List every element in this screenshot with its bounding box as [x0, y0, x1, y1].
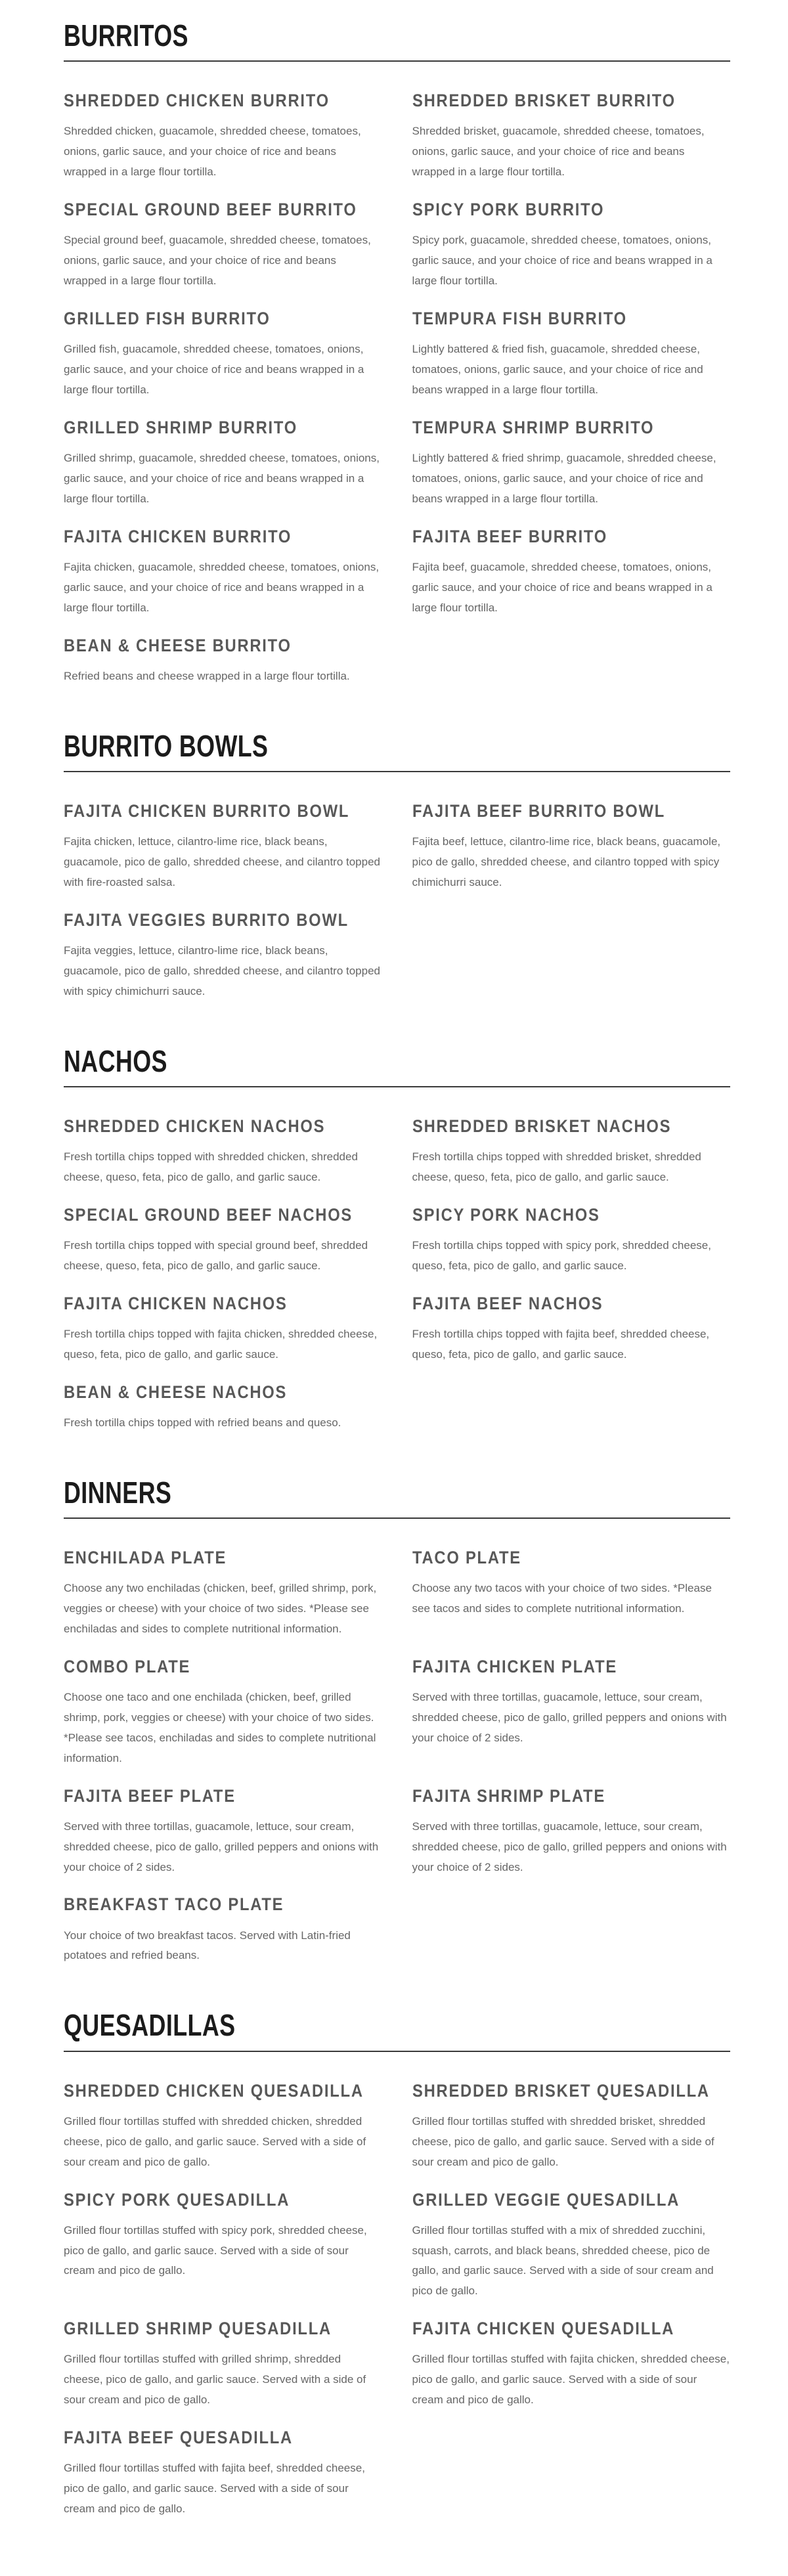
menu-item: [64, 91, 382, 200]
menu-section: [64, 1045, 730, 1451]
menu-item-name: FAJITA CHICKEN NACHOS: [64, 1293, 288, 1313]
menu-item: [64, 636, 382, 704]
section-divider: [64, 1086, 730, 1087]
menu-item-description: Lightly battered & fried fish, guacamole, shredded cheese, tomatoes, onions, garlic sauce, and your choice of rice and beans wrapped in a large flour tortilla.: [412, 343, 703, 396]
menu-item-description: Fajita beef, lettuce, cilantro-lime rice, black beans, guacamole, pico de gallo, shredded cheese, and cilantro topped with spicy chimichurri sauce.: [412, 835, 721, 888]
menu-item-name: TEMPURA SHRIMP BURRITO: [412, 417, 654, 437]
menu-item: [412, 200, 731, 309]
menu-item-description: Lightly battered & fried shrimp, guacamole, shredded cheese, tomatoes, onions, garlic sauce, and your choice of rice and beans wrapped in a large flour tortilla.: [412, 451, 716, 505]
menu-item: [412, 1205, 731, 1294]
menu-item-description: Grilled flour tortillas stuffed with grilled shrimp, shredded cheese, pico de gallo, and garlic sauce. Served with a side of sour cream and pico de gallo.: [64, 2353, 366, 2407]
menu-item-description: Fajita veggies, lettuce, cilantro-lime rice, black beans, guacamole, pico de gallo, shredded cheese, and cilantro topped with spicy chimichurri sauce.: [64, 944, 381, 997]
section-items: [64, 1548, 730, 1983]
menu-item-name: TACO PLATE: [412, 1547, 521, 1567]
menu-item-name: GRILLED SHRIMP BURRITO: [64, 417, 297, 437]
menu-item-description: Fresh tortilla chips topped with special ground beef, shredded cheese, queso, feta, pico de gallo, and garlic sauce.: [64, 1238, 368, 1272]
menu-item: [64, 1116, 382, 1205]
menu-item: [412, 1548, 731, 1657]
menu-item-description: Fajita chicken, lettuce, cilantro-lime rice, black beans, guacamole, pico de gallo, shredded cheese, and cilantro topped with fire-roasted salsa.: [64, 835, 381, 888]
section-items: [64, 1116, 730, 1451]
menu-item-name: FAJITA SHRIMP PLATE: [412, 1785, 605, 1806]
menu-item-description: Served with three tortillas, guacamole, lettuce, sour cream, shredded cheese, pico de gallo, grilled peppers and onions with your choice of 2 sides.: [64, 1820, 379, 1873]
section-divider: [64, 60, 730, 62]
menu-item-description: Choose one taco and one enchilada (chicken, beef, grilled shrimp, pork, veggies or cheese) with your choice of two sides. *Please see tacos, enchiladas and sides to complete nutritional information.: [64, 1690, 376, 1764]
menu-item-description: Your choice of two breakfast tacos. Served with Latin-fried potatoes and refried beans.: [64, 1929, 351, 1962]
menu-item-description: Grilled shrimp, guacamole, shredded cheese, tomatoes, onions, garlic sauce, and your choice of rice and beans wrapped in a large flour tortilla.: [64, 451, 380, 505]
menu-item-name: GRILLED SHRIMP QUESADILLA: [64, 2319, 332, 2339]
menu-item-description: Grilled flour tortillas stuffed with shredded chicken, shredded cheese, pico de gallo, and garlic sauce. Served with a side of sour cream and pico de gallo.: [64, 2114, 366, 2168]
menu-item-name: FAJITA BEEF BURRITO: [412, 526, 607, 546]
menu-item-description: Fajita beef, guacamole, shredded cheese, tomatoes, onions, garlic sauce, and your choice of rice and beans wrapped in a large flour tortilla.: [412, 560, 712, 614]
section-title: QUESADILLAS: [64, 2008, 236, 2043]
menu-item-description: Refried beans and cheese wrapped in a large flour tortilla.: [64, 669, 350, 682]
menu-item: [64, 2190, 382, 2319]
menu-item-name: GRILLED FISH BURRITO: [64, 309, 271, 329]
menu-item: [64, 418, 382, 527]
menu-item-description: Shredded chicken, guacamole, shredded cheese, tomatoes, onions, garlic sauce, and your choice of rice and beans wrapped in a large flour tortilla.: [64, 125, 361, 179]
menu-item: [412, 801, 731, 910]
menu-item: [64, 1548, 382, 1657]
menu-item-name: SHREDDED CHICKEN NACHOS: [64, 1116, 326, 1136]
section-header: [64, 20, 730, 51]
menu-item-name: FAJITA BEEF NACHOS: [412, 1293, 603, 1313]
menu-item-name: COMBO PLATE: [64, 1656, 191, 1676]
menu-item: [412, 527, 731, 636]
menu-item: [64, 910, 382, 1019]
section-header: [64, 2009, 730, 2041]
menu-item-name: SPECIAL GROUND BEEF BURRITO: [64, 200, 357, 220]
menu-item-name: SPICY PORK NACHOS: [412, 1204, 600, 1225]
section-divider: [64, 2051, 730, 2052]
section-header: [64, 1477, 730, 1508]
menu-item-description: Fresh tortilla chips topped with refried beans and queso.: [64, 1416, 341, 1429]
menu-item-name: SHREDDED BRISKET QUESADILLA: [412, 2080, 710, 2101]
menu-item-description: Grilled flour tortillas stuffed with fajita beef, shredded cheese, pico de gallo, and garlic sauce. Served with a side of sour cream and pico de gallo.: [64, 2462, 365, 2516]
section-items: [64, 91, 730, 703]
menu-item: [64, 2081, 382, 2190]
menu-item: [64, 1786, 382, 1895]
menu-item: [64, 1657, 382, 1786]
menu-item-name: FAJITA CHICKEN PLATE: [412, 1656, 617, 1676]
menu-item-name: BEAN & CHEESE NACHOS: [64, 1382, 288, 1402]
menu-item-description: Grilled flour tortillas stuffed with shredded brisket, shredded cheese, pico de gallo, and garlic sauce. Served with a side of sour cream and pico de gallo.: [412, 2114, 714, 2168]
section-title: BURRITOS: [64, 18, 188, 53]
menu-section: [64, 1477, 730, 1984]
restaurant-menu: [64, 20, 730, 2537]
menu-item-description: Grilled flour tortillas stuffed with fajita chicken, shredded cheese, pico de gallo, and garlic sauce. Served with a side of sour cream and pico de gallo.: [412, 2353, 730, 2407]
menu-item-description: Shredded brisket, guacamole, shredded cheese, tomatoes, onions, garlic sauce, and your choice of rice and beans wrapped in a large flour tortilla.: [412, 125, 705, 179]
menu-item: [64, 309, 382, 418]
menu-item-name: FAJITA BEEF BURRITO BOWL: [412, 800, 665, 821]
menu-item: [412, 1116, 731, 1205]
menu-item: [64, 2428, 382, 2537]
menu-item-name: FAJITA BEEF QUESADILLA: [64, 2428, 293, 2448]
section-items: [64, 801, 730, 1019]
section-title: NACHOS: [64, 1043, 167, 1078]
section-title: DINNERS: [64, 1475, 172, 1510]
menu-item: [412, 1294, 731, 1382]
menu-item-name: FAJITA CHICKEN BURRITO BOWL: [64, 800, 350, 821]
menu-item-description: Choose any two enchiladas (chicken, beef, grilled shrimp, pork, veggies or cheese) with your choice of two sides. *Please see enchiladas and sides to complete nutritional information.: [64, 1581, 377, 1635]
section-divider: [64, 771, 730, 772]
menu-item-description: Fresh tortilla chips topped with shredded chicken, shredded cheese, queso, feta, pico de gallo, and garlic sauce.: [64, 1150, 358, 1183]
menu-item: [64, 801, 382, 910]
menu-item-description: Grilled flour tortillas stuffed with a mix of shredded zucchini, squash, carrots, and black beans, shredded cheese, pico de gallo, and garlic sauce. Served with a side of sour cream and pico de gallo.: [412, 2223, 714, 2298]
menu-item-name: SHREDDED BRISKET BURRITO: [412, 91, 676, 111]
menu-item-description: Choose any two tacos with your choice of two sides. *Please see tacos and sides to complete nutritional information.: [412, 1581, 712, 1615]
menu-item-name: FAJITA CHICKEN BURRITO: [64, 526, 292, 546]
menu-item-name: FAJITA VEGGIES BURRITO BOWL: [64, 909, 349, 930]
menu-item: [64, 1205, 382, 1294]
menu-item-name: BEAN & CHEESE BURRITO: [64, 635, 292, 655]
section-header: [64, 730, 730, 762]
menu-item-description: Grilled flour tortillas stuffed with spicy pork, shredded cheese, pico de gallo, and garlic sauce. Served with a side of sour cream and pico de gallo.: [64, 2223, 367, 2277]
menu-item-name: SPICY PORK BURRITO: [412, 200, 604, 220]
menu-item-name: SHREDDED CHICKEN QUESADILLA: [64, 2080, 364, 2101]
menu-item-description: Spicy pork, guacamole, shredded cheese, tomatoes, onions, garlic sauce, and your choice of rice and beans wrapped in a large flour tortilla.: [412, 234, 712, 288]
menu-item: [64, 2319, 382, 2428]
menu-item: [412, 2319, 731, 2428]
menu-item-name: SPICY PORK QUESADILLA: [64, 2189, 290, 2210]
menu-item-description: Served with three tortillas, guacamole, lettuce, sour cream, shredded cheese, pico de gallo, grilled peppers and onions with your choice of 2 sides.: [412, 1690, 727, 1744]
menu-section: [64, 2009, 730, 2537]
menu-item-description: Fresh tortilla chips topped with spicy pork, shredded cheese, queso, feta, pico de gallo, and garlic sauce.: [412, 1238, 711, 1272]
menu-item-name: FAJITA BEEF PLATE: [64, 1785, 236, 1806]
menu-item-name: TEMPURA FISH BURRITO: [412, 309, 627, 329]
menu-item-name: BREAKFAST TACO PLATE: [64, 1894, 284, 1915]
section-divider: [64, 1517, 730, 1519]
menu-item: [412, 91, 731, 200]
menu-item-name: GRILLED VEGGIE QUESADILLA: [412, 2189, 680, 2210]
menu-item-description: Fresh tortilla chips topped with shredded brisket, shredded cheese, queso, feta, pico de gallo, and garlic sauce.: [412, 1150, 701, 1183]
menu-section: [64, 730, 730, 1019]
menu-item: [64, 1894, 382, 1983]
menu-item-description: Fresh tortilla chips topped with fajita beef, shredded cheese, queso, feta, pico de gallo, and garlic sauce.: [412, 1327, 710, 1361]
menu-item: [64, 200, 382, 309]
menu-item-name: ENCHILADA PLATE: [64, 1547, 227, 1567]
menu-item: [412, 2081, 731, 2190]
menu-item-description: Served with three tortillas, guacamole, lettuce, sour cream, shredded cheese, pico de gallo, grilled peppers and onions with your choice of 2 sides.: [412, 1820, 727, 1873]
menu-item-description: Fresh tortilla chips topped with fajita chicken, shredded cheese, queso, feta, pico de gallo, and garlic sauce.: [64, 1327, 378, 1361]
menu-item: [412, 418, 731, 527]
menu-item: [64, 527, 382, 636]
menu-item: [412, 309, 731, 418]
menu-item: [64, 1294, 382, 1382]
menu-item-description: Fajita chicken, guacamole, shredded cheese, tomatoes, onions, garlic sauce, and your choice of rice and beans wrapped in a large flour tortilla.: [64, 560, 380, 614]
menu-item: [412, 1657, 731, 1786]
menu-section: [64, 20, 730, 704]
menu-item: [412, 1786, 731, 1895]
menu-item-name: SHREDDED CHICKEN BURRITO: [64, 91, 330, 111]
menu-item-description: Grilled fish, guacamole, shredded cheese, tomatoes, onions, garlic sauce, and your choice of rice and beans wrapped in a large flour tortilla.: [64, 343, 364, 396]
menu-item-description: Special ground beef, guacamole, shredded cheese, tomatoes, onions, garlic sauce, and your choice of rice and beans wrapped in a large flour tortilla.: [64, 234, 371, 288]
menu-item-name: SHREDDED BRISKET NACHOS: [412, 1116, 671, 1136]
menu-item: [412, 2190, 731, 2319]
section-header: [64, 1045, 730, 1077]
section-items: [64, 2081, 730, 2537]
menu-item-name: SPECIAL GROUND BEEF NACHOS: [64, 1204, 353, 1225]
menu-item-name: FAJITA CHICKEN QUESADILLA: [412, 2319, 674, 2339]
section-title: BURRITO BOWLS: [64, 728, 269, 763]
menu-item: [64, 1382, 382, 1451]
